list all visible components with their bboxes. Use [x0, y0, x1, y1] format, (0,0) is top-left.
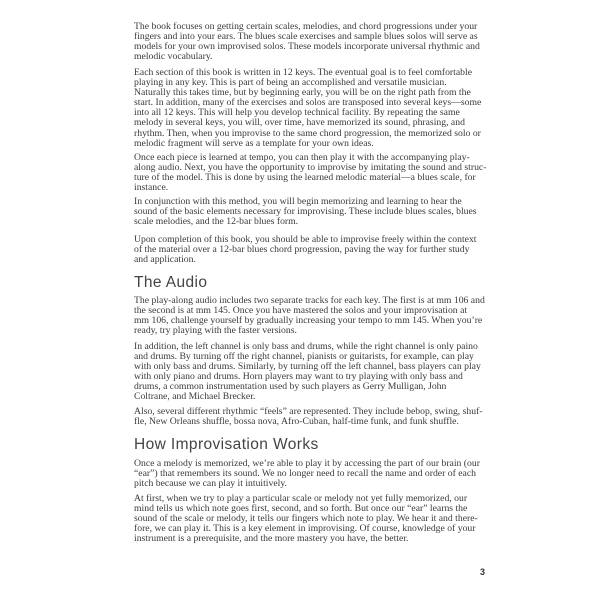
text-line: “ear”) that remembers its sound. We no longer need to recall the name and order of each	[134, 468, 476, 480]
text-line: fle, New Orleans shuffle, bossa nova, Afro-Cuban, half-time funk, and funk shuffle.	[134, 416, 459, 428]
text-line: scale melodies, and the 12-bar blues form.	[134, 216, 299, 228]
paragraph-intro	[134, 22, 480, 62]
paragraph-conjunction	[134, 197, 477, 227]
paragraph-channels	[134, 342, 481, 403]
text-line: of the material over a 12-bar blues chord progression, paving the way for further study	[134, 244, 470, 256]
text-line: the second is at mm 145. Once you have mastered the solos and your improvisation at	[134, 305, 468, 317]
paragraph-twelve-keys	[134, 68, 481, 149]
heading-how-improvisation-works: How Improvisation Works	[134, 436, 319, 453]
text-line: melodic fragment will serve as a template for your own ideas.	[134, 137, 374, 149]
heading-the-audio: The Audio	[134, 274, 208, 291]
paragraph-at-first	[134, 494, 478, 544]
text-line: fingers and into your ears. The blues scale exercises and sample blues solos will serve as	[134, 31, 478, 43]
text-line: into all 12 keys. This will help you develop technical facility. By repeating the same	[134, 107, 460, 119]
text-line: The play-along audio includes two separate tracks for each key. The first is at mm 106 and	[134, 295, 485, 306]
text-line: Upon completion of this book, you should be able to improvise freely within the context	[134, 234, 477, 245]
text-line: fore, we can play it. This is a key element in improvising. Of course, knowledge of your	[134, 523, 476, 535]
text-line: instance.	[134, 182, 169, 194]
text-line: Coltrane, and Michael Brecker.	[134, 391, 256, 403]
text-line: The book focuses on getting certain scales, melodies, and chord progressions under your	[134, 21, 478, 32]
text-line: sound of the scale or melody, it tells our fingers which note to play. We hear it and there-	[134, 513, 478, 525]
text-line: mind tells us which note goes first, second, and so forth. But once our “ear” learns the	[134, 503, 468, 515]
paragraph-completion	[134, 235, 477, 265]
text-line: In addition, the left channel is only bass and drums, while the right channel is only paino	[134, 341, 478, 352]
text-line: start. In addition, many of the exercises and solos are transposed into several keys—some	[134, 97, 482, 109]
text-line: Each section of this book is written in 12 keys. The eventual goal is to feel comfortable	[134, 67, 472, 78]
text-line: models for your own improvised solos. These models incorporate universal rhythmic and	[134, 41, 480, 53]
paragraph-memorized	[134, 459, 480, 489]
text-line: playing in any key. This is part of being an accomplished and versatile musician.	[134, 77, 447, 89]
text-line: with only bass and drums. Similarly, by turning off the left channel, bass players can play	[134, 361, 481, 373]
text-line: with only piano and drums. Horn players may want to try playing with only bass and	[134, 371, 463, 383]
paragraph-audio-tracks	[134, 296, 485, 336]
page-number: 3	[480, 567, 486, 577]
text-line: ready, try playing with the faster versions.	[134, 325, 297, 337]
text-line: instrument is a prerequisite, and the more mastery you have, the better.	[134, 533, 409, 545]
text-line: In conjunction with this method, you will begin memorizing and learning to hear the	[134, 196, 462, 207]
text-line: melody in several keys, you will, over time, have memorized its sound, phrasing, and	[134, 117, 465, 129]
text-line: pitch because we can play it intuitively.	[134, 478, 287, 490]
text-line: rhythm. Then, when you improvise to the same chord progression, the memorized solo or	[134, 127, 481, 139]
text-line: Naturally this takes time, but by beginning early, you will be on the right path from the	[134, 87, 471, 99]
text-line: melodic vocabulary.	[134, 51, 213, 63]
text-line: ture of the model. This is done by using the learned melodic material—a blues scale, for	[134, 172, 476, 184]
text-line: Also, several different rhythmic “feels” are represented. They include bebop, swing, shuf-	[134, 406, 483, 417]
text-line: At first, when we try to play a particular scale or melody not yet fully memorized, our	[134, 493, 468, 504]
paragraph-play-along	[134, 153, 486, 193]
text-line: sound of the basic elements necessary for improvising. These include blues scales, blues	[134, 206, 477, 218]
text-line: and drums. By turning off the right channel, pianists or guitarists, for example, can play	[134, 351, 474, 363]
text-line: Once a melody is memorized, we’re able to play it by accessing the part of our brain (our	[134, 458, 480, 469]
text-line: mm 106, challenge yourself by gradually increasing your tempo to mm 145. When you’re	[134, 315, 483, 327]
text-line: Once each piece is learned at tempo, you can then play it with the accompanying play-	[134, 152, 470, 163]
paragraph-feels	[134, 407, 483, 427]
text-line: and application.	[134, 254, 196, 266]
text-line: along audio. Next, you have the opportunity to improvise by imitating the sound and struc-	[134, 162, 487, 174]
text-line: drums, a common instrumentation used by such players as Gerry Mulligan, John	[134, 381, 447, 393]
